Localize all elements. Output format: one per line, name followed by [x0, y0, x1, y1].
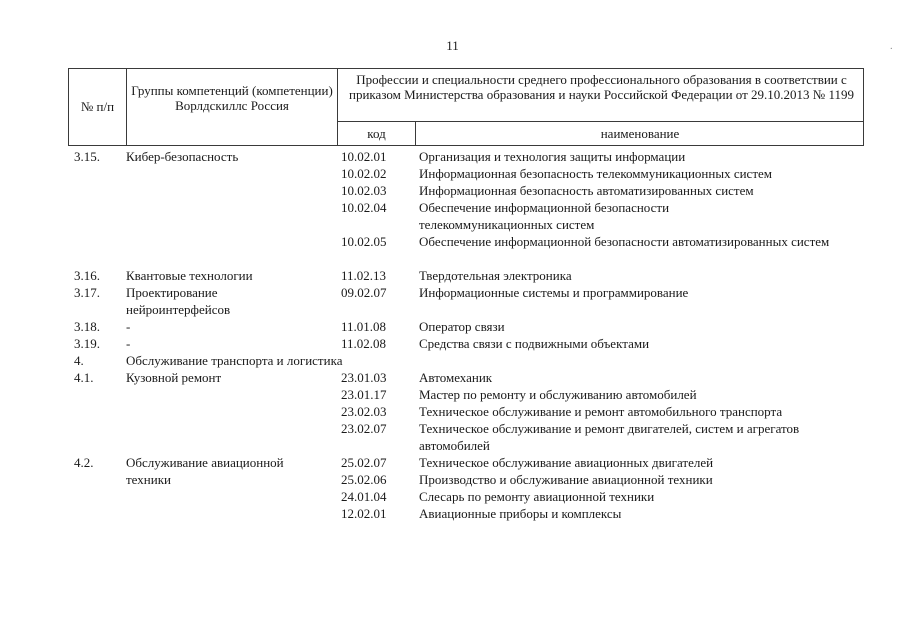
- row-code: 10.02.01: [341, 149, 387, 164]
- row-code: 11.02.08: [341, 336, 387, 351]
- row-group: Обслуживание авиационной техники: [126, 455, 284, 487]
- row-name: Авиационные приборы и комплексы: [419, 506, 622, 521]
- row-group: Квантовые технологии: [126, 268, 253, 283]
- row-num: 4.2.: [74, 455, 94, 470]
- row-group: Кибер-безопасность: [126, 149, 239, 164]
- row-name: Средства связи с подвижными объектами: [419, 336, 650, 351]
- row-code: 11.01.08: [341, 319, 387, 334]
- row-name: Техническое обслуживание авиационных двигателей: [419, 455, 714, 470]
- row-name: Оператор связи: [419, 319, 505, 334]
- row-group: -: [126, 336, 131, 351]
- row-group: -: [126, 319, 131, 334]
- row-name: Техническое обслуживание и ремонт двигателей, систем и агрегатов автомобилей: [419, 421, 800, 453]
- row-name: Производство и обслуживание авиационной техники: [419, 472, 713, 487]
- row-code: 10.02.02: [341, 166, 387, 181]
- row-code: 11.02.13: [341, 268, 387, 283]
- row-name: Обеспечение информационной безопасности телекоммуникационных систем: [419, 200, 670, 232]
- header-groups: Группы компетенций (компетенции) Ворлдскиллс Россия: [131, 83, 333, 113]
- header-code: код: [367, 126, 386, 141]
- row-num: 3.19.: [74, 336, 100, 351]
- row-code: 23.02.03: [341, 404, 387, 419]
- row-code: 25.02.06: [341, 472, 387, 487]
- row-group: Проектирование нейроинтерфейсов: [126, 285, 231, 317]
- page-number: 11: [446, 38, 459, 53]
- row-num: 3.18.: [74, 319, 100, 334]
- row-code: 23.01.03: [341, 370, 387, 385]
- row-code: 10.02.05: [341, 234, 387, 249]
- row-num: 4.1.: [74, 370, 94, 385]
- row-code: 09.02.07: [341, 285, 387, 300]
- row-code: 25.02.07: [341, 455, 387, 470]
- row-code: 10.02.04: [341, 200, 387, 215]
- row-name: Техническое обслуживание и ремонт автомобильного транспорта: [419, 404, 783, 419]
- row-code: 23.02.07: [341, 421, 387, 436]
- table-header: [68, 68, 864, 146]
- row-num: 4.: [74, 353, 84, 368]
- header-divider: [337, 121, 863, 122]
- row-name: Информационные системы и программирование: [419, 285, 689, 300]
- row-name: Информационная безопасность телекоммуникационных систем: [419, 166, 773, 181]
- row-num: 3.17.: [74, 285, 100, 300]
- row-num: 3.16.: [74, 268, 100, 283]
- row-name: Мастер по ремонту и обслуживанию автомобилей: [419, 387, 697, 402]
- row-name: Твердотельная электроника: [419, 268, 572, 283]
- row-name: Обеспечение информационной безопасности автоматизированных систем: [419, 234, 830, 249]
- row-name: Информационная безопасность автоматизированных систем: [419, 183, 754, 198]
- row-name: Слесарь по ремонту авиационной техники: [419, 489, 655, 504]
- row-name: Автомеханик: [419, 370, 493, 385]
- row-name: Организация и технология защиты информации: [419, 149, 686, 164]
- row-group: Обслуживание транспорта и логистика: [126, 353, 343, 368]
- row-code: 10.02.03: [341, 183, 387, 198]
- row-code: 23.01.17: [341, 387, 387, 402]
- row-num: 3.15.: [74, 149, 100, 164]
- header-name: наименование: [600, 126, 680, 141]
- row-code: 12.02.01: [341, 506, 387, 521]
- scan-mark: ·: [889, 44, 893, 55]
- header-num: № п/п: [80, 99, 115, 114]
- header-professions: Профессии и специальности среднего профессионального образования в соответствии с приказом Министерства образования и науки Российской Федерации от 29.10.2013 № 1199: [349, 72, 854, 102]
- row-code: 24.01.04: [341, 489, 387, 504]
- row-group: Кузовной ремонт: [126, 370, 222, 385]
